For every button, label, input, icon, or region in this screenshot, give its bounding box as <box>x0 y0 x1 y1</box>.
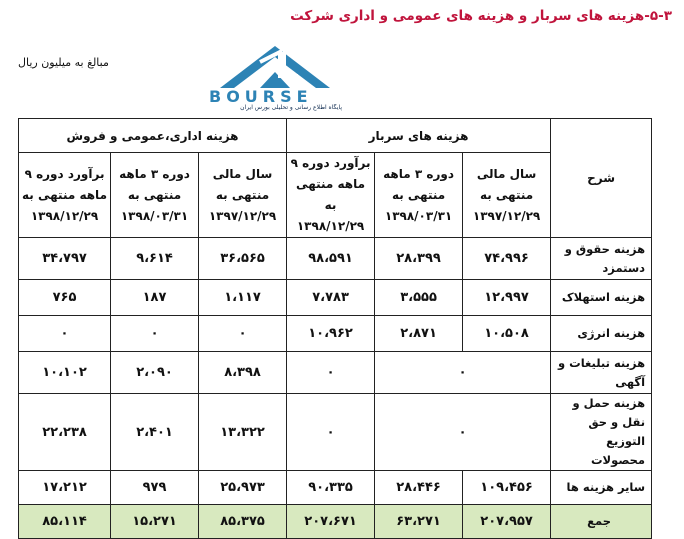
table-row <box>19 280 652 316</box>
sub-header: دوره ۳ ماهه منتهی به ۱۳۹۸/۰۳/۳۱ <box>375 153 463 238</box>
logo-mountain-icon <box>200 42 350 90</box>
cell: ۱۰۹،۴۵۶ <box>463 471 551 505</box>
total-cell: ۸۵،۳۷۵ <box>199 505 287 539</box>
cell: ۲،۴۰۱ <box>111 394 199 471</box>
cell: ۱۸۷ <box>111 280 199 316</box>
total-label: جمع <box>551 505 652 539</box>
sub-header: سال مالی منتهی به ۱۳۹۷/۱۲/۲۹ <box>463 153 551 238</box>
cell: ۲۸،۳۹۹ <box>375 238 463 280</box>
cell: ۳۶،۵۶۵ <box>199 238 287 280</box>
row-label: هزینه حمل و نقل و حق التوزیع محصولات <box>551 394 652 471</box>
cell: ۰ <box>375 394 551 471</box>
total-cell: ۲۰۷،۶۷۱ <box>287 505 375 539</box>
group-header-admin: هزینه اداری،عمومی و فروش <box>19 119 287 153</box>
cell: ۲۵،۹۷۳ <box>199 471 287 505</box>
cell: ۰ <box>19 316 111 352</box>
row-label: هزینه انرژی <box>551 316 652 352</box>
cell: ۱۰،۹۶۲ <box>287 316 375 352</box>
units-note: مبالغ به میلیون ریال <box>18 56 109 69</box>
row-label: هزینه حقوق و دستمزد <box>551 238 652 280</box>
table-row <box>19 394 652 471</box>
row-label: هزینه تبلیغات و آگهی <box>551 352 652 394</box>
logo-tagline: پایگاه اطلاع رسانی و تحلیلی بورس ایران <box>240 104 342 111</box>
cell: ۸،۳۹۸ <box>199 352 287 394</box>
cell: ۱۰،۵۰۸ <box>463 316 551 352</box>
cell: ۹،۶۱۴ <box>111 238 199 280</box>
table-row <box>19 352 652 394</box>
sub-header: برآورد دوره ۹ ماهه منتهی به ۱۳۹۸/۱۲/۲۹ <box>287 153 375 238</box>
total-cell: ۶۳،۲۷۱ <box>375 505 463 539</box>
cell: ۷۶۵ <box>19 280 111 316</box>
row-label: سایر هزینه ها <box>551 471 652 505</box>
table-row <box>19 316 652 352</box>
sub-header: برآورد دوره ۹ ماهه منتهی به ۱۳۹۸/۱۲/۲۹ <box>19 153 111 238</box>
cell: ۰ <box>111 316 199 352</box>
cell: ۱،۱۱۷ <box>199 280 287 316</box>
table-row <box>19 471 652 505</box>
cell: ۳۴،۷۹۷ <box>19 238 111 280</box>
cell: ۳،۵۵۵ <box>375 280 463 316</box>
cell: ۲،۸۷۱ <box>375 316 463 352</box>
total-cell: ۱۵،۲۷۱ <box>111 505 199 539</box>
sub-header: دوره ۳ ماهه منتهی به ۱۳۹۸/۰۳/۳۱ <box>111 153 199 238</box>
cell: ۰ <box>287 394 375 471</box>
cell: ۹۷۹ <box>111 471 199 505</box>
bourse-logo <box>200 42 350 110</box>
cost-table <box>18 118 652 539</box>
section-heading: ۵-۳-هزینه های سربار و هزینه های عمومی و اداری شرکت <box>290 8 672 24</box>
cell: ۷۴،۹۹۶ <box>463 238 551 280</box>
cell: ۰ <box>199 316 287 352</box>
total-row <box>19 505 652 539</box>
cell: ۰ <box>287 352 375 394</box>
cell: ۱۲،۹۹۷ <box>463 280 551 316</box>
cell: ۰ <box>375 352 551 394</box>
cell: ۱۰،۱۰۲ <box>19 352 111 394</box>
sub-header: سال مالی منتهی به ۱۳۹۷/۱۲/۲۹ <box>199 153 287 238</box>
cell: ۱۳،۳۲۲ <box>199 394 287 471</box>
group-header-overhead: هزینه های سربار <box>287 119 551 153</box>
cell: ۹۸،۵۹۱ <box>287 238 375 280</box>
desc-header: شرح <box>551 119 652 238</box>
row-label: هزینه استهلاک <box>551 280 652 316</box>
total-cell: ۲۰۷،۹۵۷ <box>463 505 551 539</box>
cell: ۱۷،۲۱۲ <box>19 471 111 505</box>
table-row <box>19 238 652 280</box>
cell: ۲،۰۹۰ <box>111 352 199 394</box>
cell: ۲۸،۴۴۶ <box>375 471 463 505</box>
logo-brand-text: BOURSE <box>209 87 313 106</box>
cell: ۲۲،۲۳۸ <box>19 394 111 471</box>
cell: ۹۰،۳۳۵ <box>287 471 375 505</box>
cell: ۷،۷۸۳ <box>287 280 375 316</box>
total-cell: ۸۵،۱۱۴ <box>19 505 111 539</box>
